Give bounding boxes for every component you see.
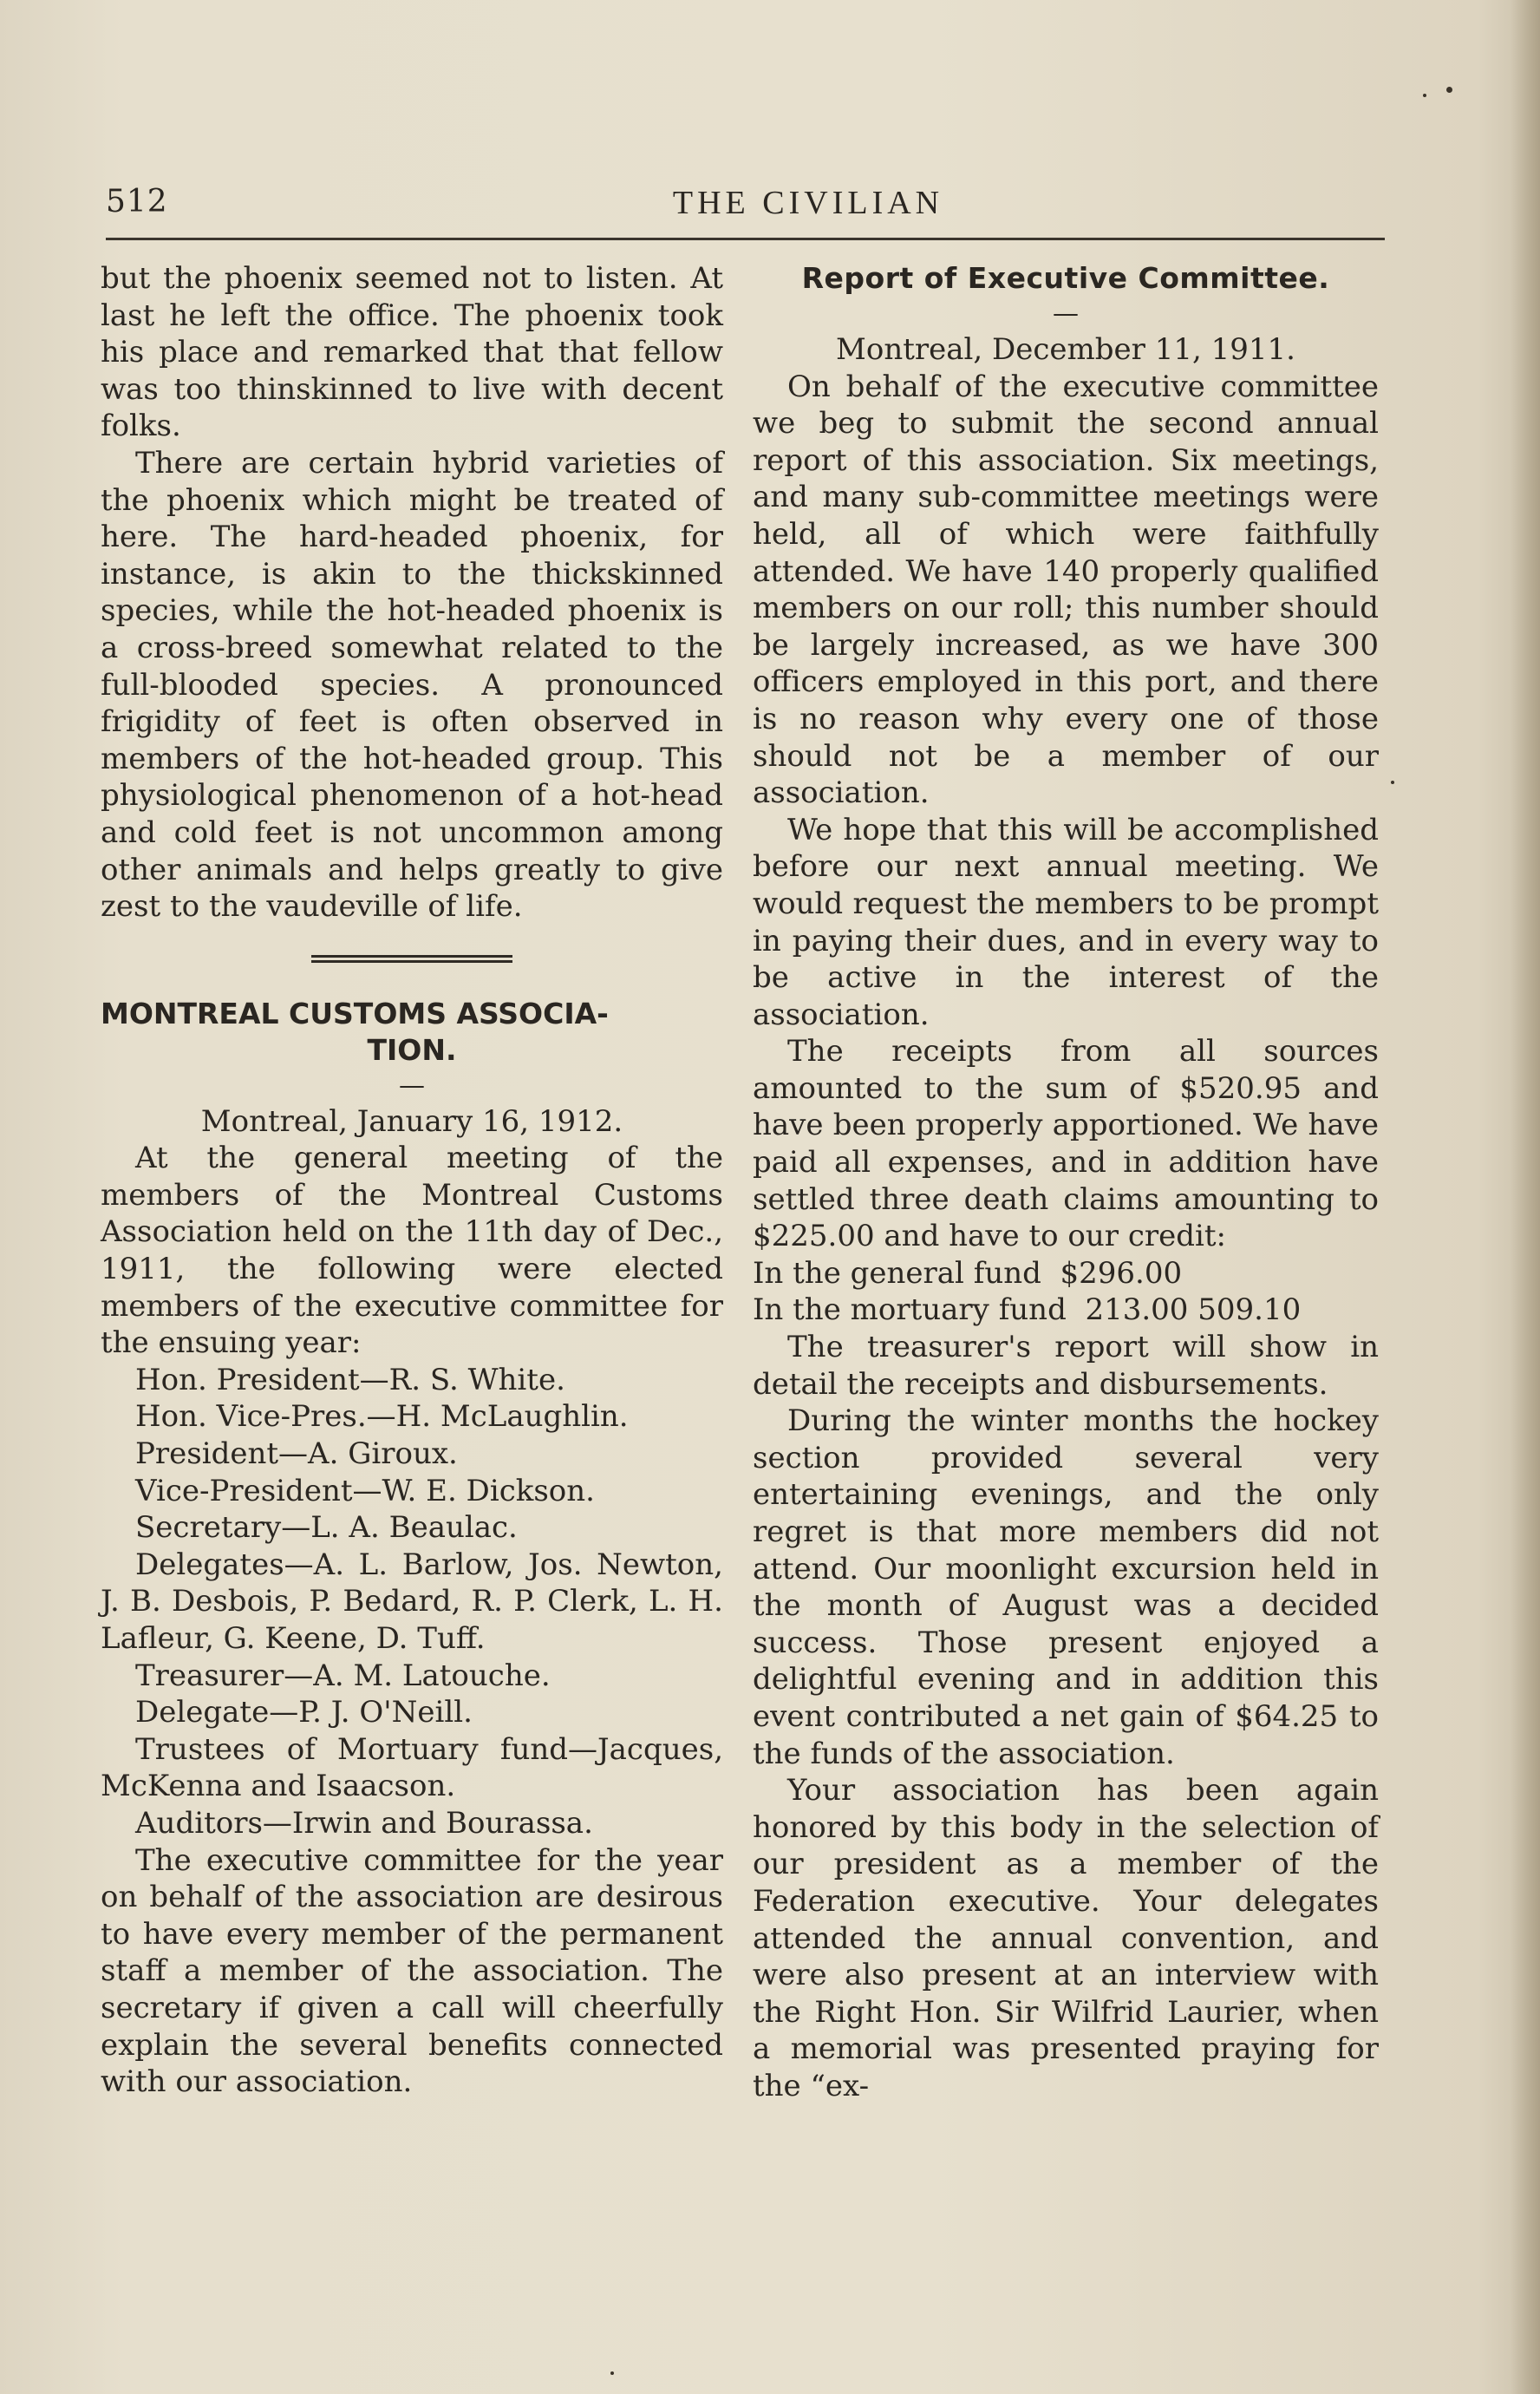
officer-entry: Hon. Vice-Pres.—H. McLaughlin. xyxy=(135,1399,629,1435)
left-column xyxy=(101,260,723,2101)
journal-title: THE CIVILIAN xyxy=(672,185,944,221)
report-paragraph: We hope that this will be accomplished before our next annual meeting. We would request the members to be prompt in paying their dues, and in every way to be active in the interest of the association. xyxy=(753,812,1379,1032)
report-paragraph: On behalf of the executive committee we beg to submit the second annual report of this association. Six meetings, and many sub-committee meetings were held, all of which were faithfully attended. We have 140 properly qualified members on our roll; this number should be largely increased, as we have 300 officers employed in this port, and there is no reason why every one of those should not be a member of our association. xyxy=(753,369,1379,811)
report-paragraph: Your association has been again honored by this body in the selection of our president as a member of the Federation executive. Your delegates attended the annual convention, and were also present at an interview with the Right Hon. Sir Wilfrid Laurier, when a memorial was presented praying for the “ex- xyxy=(753,1773,1379,2103)
officer-entry: Delegate—P. J. O'Neill. xyxy=(135,1695,473,1730)
fund-row xyxy=(753,1255,1379,1292)
report-dateline: Montreal, December 11, 1911. xyxy=(836,332,1295,367)
officer-entry: Hon. President—R. S. White. xyxy=(135,1362,565,1397)
print-speck xyxy=(610,2371,614,2375)
continuation-paragraph: but the phoenix seemed not to listen. At last he left the office. The phoenix took his place and remarked that that fellow was too thinskinned to live with decent folks. xyxy=(101,261,723,444)
report-paragraph: The receipts from all sources amounted to the sum of $520.95 and have been properly apportioned. We have paid all expenses, and in addition have settled three death claims amounting to $225.00 and have to our credit: xyxy=(753,1034,1379,1254)
print-speck xyxy=(1446,87,1452,93)
article-title-line2: TION. xyxy=(367,1032,457,1067)
right-column xyxy=(753,260,1379,2105)
section-divider xyxy=(311,955,512,963)
print-speck xyxy=(1423,94,1426,97)
running-head xyxy=(106,180,1389,232)
fund-amount: $296.00 xyxy=(1060,1255,1183,1291)
article-title-line1: MONTREAL CUSTOMS ASSOCIA- xyxy=(101,996,609,1030)
article-closing: The executive committee for the year on behalf of the association are desirous to have every member of the permanent staff a member of the association. The secretary if given a call will cheerfully explain the several benefits connected with our association. xyxy=(101,1842,723,2100)
page-edge-shadow xyxy=(1511,0,1540,2394)
fund-label: In the general fund xyxy=(753,1255,1041,1291)
article-dateline: Montreal, January 16, 1912. xyxy=(200,1103,623,1139)
officer-entry: President—A. Giroux. xyxy=(135,1436,458,1472)
header-rule xyxy=(106,238,1385,240)
officer-entry: Trustees of Mortuary fund—Jacques, McKenna and Isaacson. xyxy=(101,1731,723,1804)
officer-entry: Secretary—L. A. Beaulac. xyxy=(135,1510,518,1546)
continuation-paragraph: There are certain hybrid varieties of the phoenix which might be treated of here. The hard-headed phoenix, for instance, is akin to the thickskinned species, while the hot-headed phoenix is a cross-breed somewhat related to the full-blooded species. A pronounced frigidity of feet is often observed in members of the hot-headed group. This physiological phenomenon of a hot-head and cold feet is not uncommon among other animals and helps greatly to give zest to the vaudeville of life. xyxy=(101,445,723,925)
fund-total: 509.10 xyxy=(1197,1292,1302,1328)
title-dash: — xyxy=(399,1069,425,1101)
fund-label: In the mortuary fund xyxy=(753,1292,1067,1328)
report-paragraph: During the winter months the hockey section provided several very entertaining evenings, and the only regret is that more members did not attend. Our moonlight excursion held in the month of August was a decided success. Those present enjoyed a delightful evening and in addition this event contributed a net gain of $64.25 to the funds of the association. xyxy=(753,1403,1379,1771)
fund-list xyxy=(753,1255,1379,1329)
officer-entry: Auditors—Irwin and Bourassa. xyxy=(135,1805,593,1841)
officer-entry: Vice-President—W. E. Dickson. xyxy=(135,1473,595,1508)
report-paragraph: The treasurer's report will show in detail the receipts and disbursements. xyxy=(753,1330,1379,1402)
page-number: 512 xyxy=(106,184,168,219)
print-speck xyxy=(1391,781,1394,784)
fund-row xyxy=(753,1292,1379,1329)
article-title xyxy=(101,996,723,1069)
article-intro: At the general meeting of the members of the Montreal Customs Association held on the 11th day of Dec., 1911, the following were elected members of the executive committee for the ensuing year: xyxy=(101,1141,723,1361)
report-title: Report of Executive Committee. xyxy=(801,261,1330,295)
report-title-dash: — xyxy=(1053,298,1079,329)
officer-entry: Treasurer—A. M. Latouche. xyxy=(135,1658,551,1693)
officer-list xyxy=(101,1362,723,1842)
officer-entry: Delegates—A. L. Barlow, Jos. Newton, J. B. Desbois, P. Bedard, R. P. Clerk, L. H. Lafleur, G. Keene, D. Tuff. xyxy=(101,1547,723,1656)
fund-amount: 213.00 xyxy=(1085,1292,1189,1328)
